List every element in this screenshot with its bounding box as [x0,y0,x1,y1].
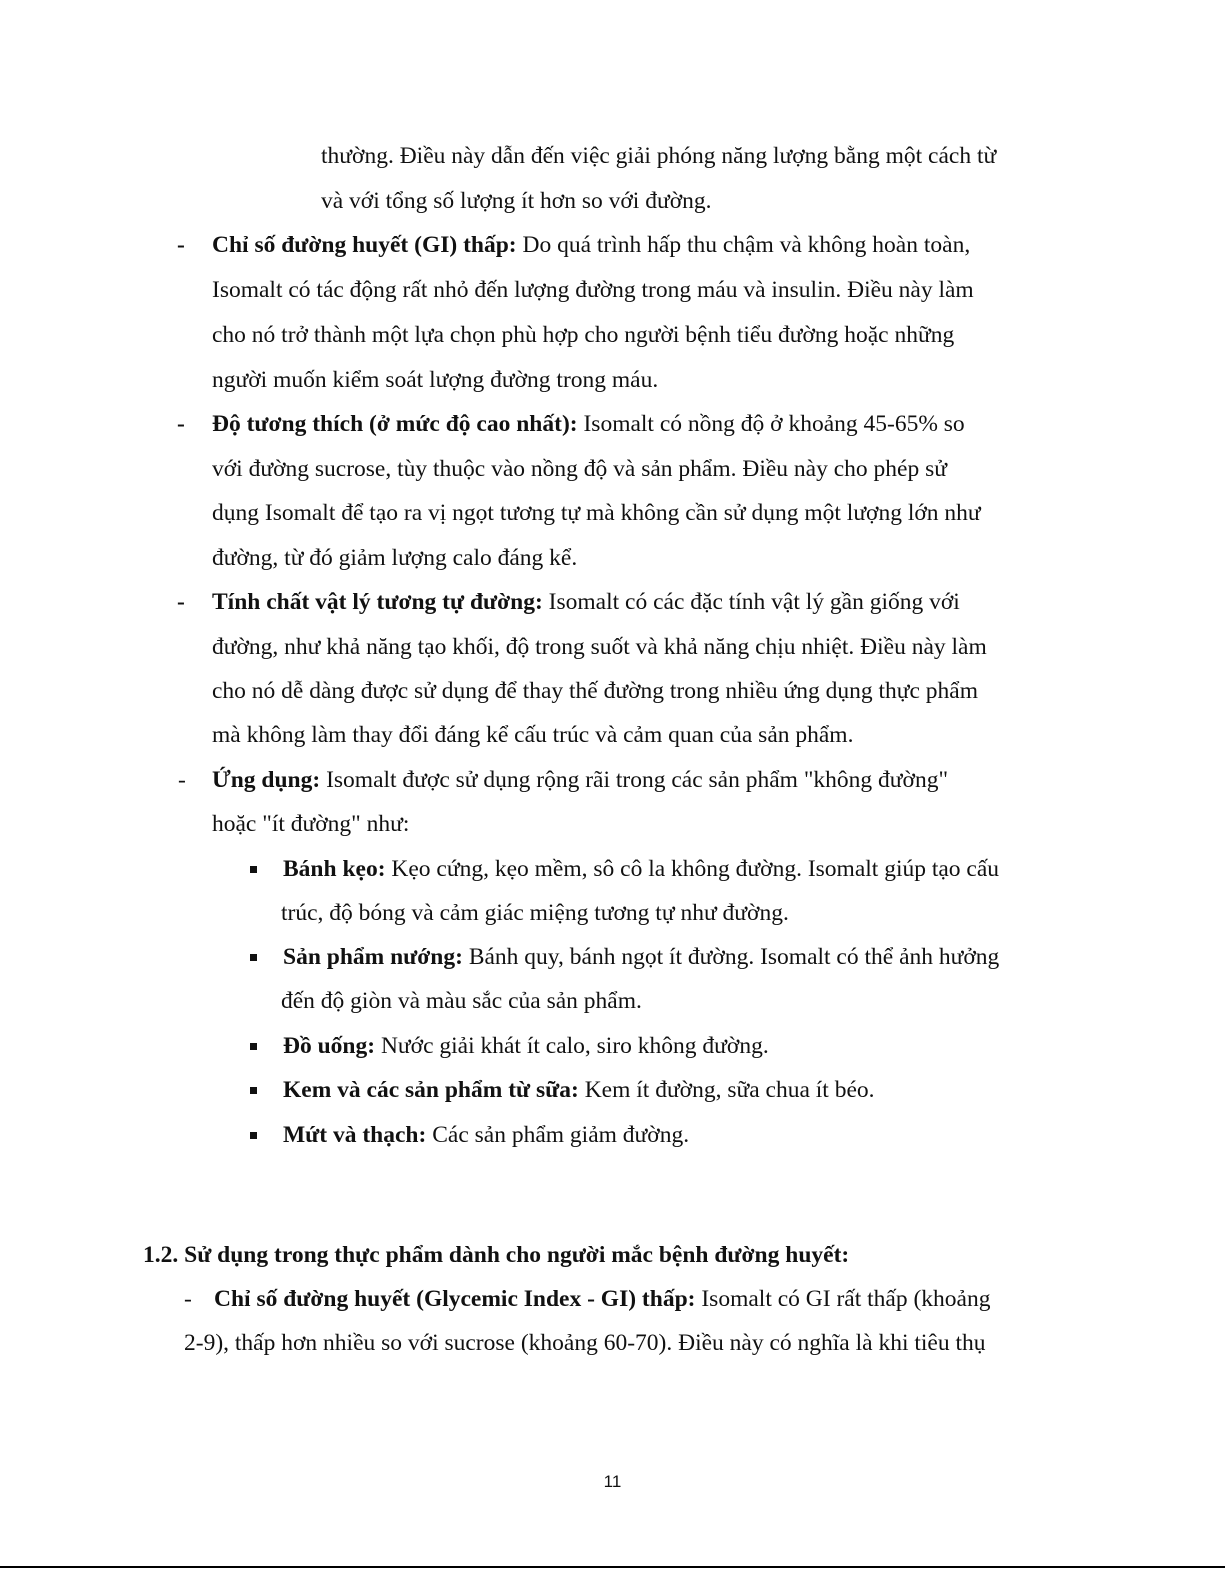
bullet-gi-line-4: người muốn kiểm soát lượng đường trong máu. [212,367,659,393]
subitem-candy-line-1 [283,854,999,884]
bullet-compat-line-1 [212,409,965,439]
subitem-jam [283,1120,689,1150]
bullet-marker: - [177,589,185,615]
bullet-title: Chỉ số đường huyết (GI) thấp: [212,232,517,258]
subitem-text: Bánh quy, bánh ngọt ít đường. Isomalt có thể ảnh hưởng [462,944,1000,970]
bullet-title: Chỉ số đường huyết (Glycemic Index - GI) thấp: [214,1286,696,1312]
subitem-title: Mứt và thạch: [283,1122,427,1148]
bullet-text: Do quá trình hấp thu chậm và không hoàn toàn, [516,232,971,258]
square-bullet-icon [250,866,257,873]
bullet-marker: - [177,411,185,437]
bullet-title: Độ tương thích (ở mức độ cao nhất): [212,411,578,437]
subitem-title: Kem và các sản phẩm từ sữa: [283,1077,579,1103]
section-heading: 1.2. Sử dụng trong thực phẩm dành cho người mắc bệnh đường huyết: [143,1242,850,1268]
subitem-baked-line-2: đến độ giòn và màu sắc của sản phẩm. [281,988,642,1014]
page-number: 11 [603,1472,622,1491]
subitem-text: Nước giải khát ít calo, siro không đường. [375,1033,769,1059]
bullet-text: Isomalt có GI rất thấp (khoảng [695,1286,991,1312]
bullet-text: Isomalt được sử dụng rộng rãi trong các sản phẩm "không đường" [320,767,949,793]
bullet-gi-line-3: cho nó trở thành một lựa chọn phù hợp cho người bệnh tiểu đường hoặc những [212,322,955,348]
subitem-title: Sản phẩm nướng: [283,944,463,970]
intro-line-2: và với tổng số lượng ít hơn so với đường. [321,188,712,214]
bullet-gi-line-2: Isomalt có tác động rất nhỏ đến lượng đường trong máu và insulin. Điều này làm [212,277,974,303]
subitem-dairy [283,1075,875,1105]
section-item-line-2: 2-9), thấp hơn nhiều so với sucrose (khoảng 60-70). Điều này có nghĩa là khi tiêu thụ [184,1330,986,1356]
bullet-title: Tính chất vật lý tương tự đường: [212,589,543,615]
bullet-physical-line-4: mà không làm thay đổi đáng kể cấu trúc và cảm quan của sản phẩm. [212,722,854,748]
bullet-physical-line-3: cho nó dễ dàng được sử dụng để thay thế đường trong nhiều ứng dụng thực phẩm [212,678,978,704]
bullet-usage-line-1 [212,765,948,795]
subitem-title: Bánh kẹo: [283,856,386,882]
intro-line-1: thường. Điều này dẫn đến việc giải phóng năng lượng bằng một cách từ [321,143,997,169]
square-bullet-icon [250,954,257,961]
subitem-title: Đồ uống: [283,1033,376,1059]
bullet-marker: - [184,1286,192,1312]
bullet-text: Isomalt có nồng độ ở khoảng 45-65% so [577,411,965,437]
bullet-marker: - [177,232,185,258]
bottom-rule [0,1566,1225,1568]
bullet-usage-line-2: hoặc "ít đường" như: [212,811,410,837]
bullet-text: Isomalt có các đặc tính vật lý gần giống với [542,589,960,615]
subitem-baked-line-1 [283,942,999,972]
bullet-physical-line-2: đường, như khả năng tạo khối, độ trong suốt và khả năng chịu nhiệt. Điều này làm [212,634,987,660]
bullet-compat-line-2: với đường sucrose, tùy thuộc vào nồng độ và sản phẩm. Điều này cho phép sử [212,456,947,482]
bullet-gi-line-1 [212,230,970,260]
square-bullet-icon [250,1132,257,1139]
bullet-compat-line-3: dụng Isomalt để tạo ra vị ngọt tương tự mà không cần sử dụng một lượng lớn như [212,500,981,526]
bullet-compat-line-4: đường, từ đó giảm lượng calo đáng kể. [212,545,578,571]
bullet-marker: - [178,767,186,793]
subitem-text: Các sản phẩm giảm đường. [426,1122,690,1148]
subitem-drinks [283,1031,769,1061]
section-item-line-1 [214,1284,990,1314]
subitem-text: Kẹo cứng, kẹo mềm, sô cô la không đường. Isomalt giúp tạo cấu [385,856,1000,882]
square-bullet-icon [250,1087,257,1094]
bullet-physical-line-1 [212,587,960,617]
square-bullet-icon [250,1043,257,1050]
subitem-text: Kem ít đường, sữa chua ít béo. [578,1077,875,1103]
bullet-title: Ứng dụng: [212,767,321,793]
subitem-candy-line-2: trúc, độ bóng và cảm giác miệng tương tự như đường. [281,900,789,926]
